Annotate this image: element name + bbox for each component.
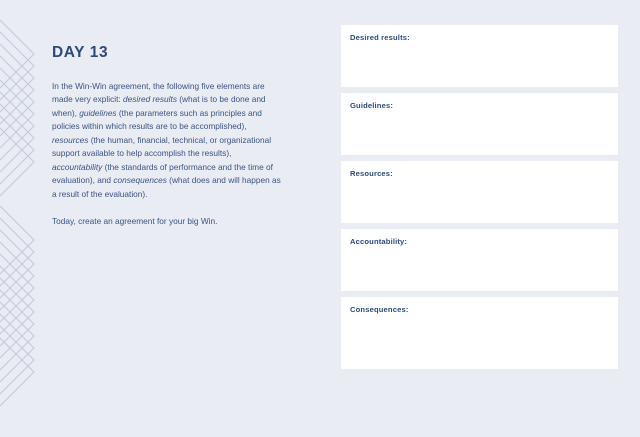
field-label-accountability: Accountability:: [350, 237, 408, 246]
field-consequences[interactable]: [341, 297, 618, 369]
field-accountability[interactable]: [341, 229, 618, 291]
instruction-paragraph-main: In the Win-Win agreement, the following five elements are made very explicit: desired results (what is to be done and when), guidelines (the parameters such as principles and policies within which results are to be accomplished), resources (the human, financial, technical, or organizational support available to help accomplish the results), accountability (the standards of performance and the time of evaluation), and consequences (what does and will happen as a result of the evaluation).: [52, 81, 281, 199]
field-guidelines[interactable]: [341, 93, 618, 155]
answer-fields-column: [341, 25, 618, 375]
field-label-desired-results: Desired results:: [350, 33, 410, 42]
field-resources[interactable]: [341, 161, 618, 223]
page-title: DAY 13: [52, 44, 109, 61]
diagonal-line-pattern-icon: [0, 0, 40, 437]
instruction-paragraph-task: Today, create an agreement for your big Win.: [52, 215, 218, 226]
field-label-consequences: Consequences:: [350, 305, 409, 314]
instructions-column: [52, 44, 282, 242]
field-desired-results[interactable]: [341, 25, 618, 87]
field-label-guidelines: Guidelines:: [350, 101, 394, 110]
field-label-resources: Resources:: [350, 169, 393, 178]
